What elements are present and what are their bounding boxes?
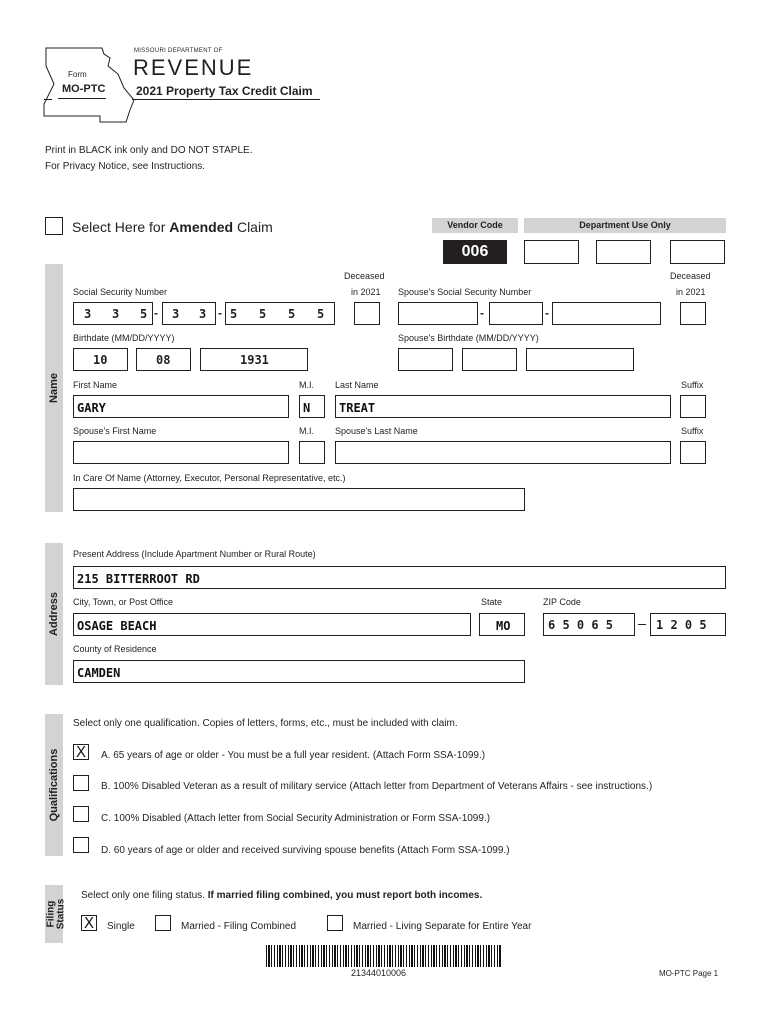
zip-label: ZIP Code: [543, 597, 581, 607]
filing-single-check-mark: X: [83, 914, 95, 932]
qualification-b-label: B. 100% Disabled Veteran as a result of military service (Attach letter from Department of Veterans Affairs - see instructions.): [101, 781, 653, 792]
barcode-image: [266, 945, 502, 967]
page-number: MO-PTC Page 1: [659, 969, 719, 978]
margin-dash: [44, 99, 52, 100]
amended-label-bold: Amended: [169, 219, 234, 235]
spouse-ssn-part-1[interactable]: [398, 302, 478, 325]
qualifications-label: Qualifications: [48, 748, 60, 822]
spouse-ssn-label: Spouse's Social Security Number: [398, 287, 532, 297]
spouse-birth-year-box[interactable]: [526, 348, 634, 371]
spouse-first-name-input[interactable]: [73, 441, 289, 464]
suffix-label: Suffix: [681, 380, 704, 390]
qualifications-sidebar: [45, 714, 63, 856]
spouse-deceased-label-2: in 2021: [676, 287, 706, 297]
birth-year-value: 1931: [240, 353, 269, 367]
filing-single-label: Single: [107, 921, 135, 932]
county-label: County of Residence: [73, 644, 157, 654]
birth-month-value: 10: [93, 353, 108, 367]
department-use-box-2: [596, 240, 651, 264]
county-value: CAMDEN: [77, 666, 121, 680]
spouse-last-name-label: Spouse's Last Name: [335, 426, 418, 436]
vendor-code-value: 006: [443, 240, 507, 264]
zip-separator: [638, 624, 646, 625]
amended-label-prefix: Select Here for: [72, 219, 170, 235]
filing-intro-plain: Select only one filing status.: [81, 890, 208, 901]
filing-separate-label: Married - Living Separate for Entire Year: [353, 921, 532, 932]
mi-label: M.I.: [299, 380, 314, 390]
department-use-box-1: [524, 240, 579, 264]
filing-combined-checkbox[interactable]: [155, 915, 171, 931]
address-section-sidebar: [45, 543, 63, 685]
filing-combined-label: Married - Filing Combined: [181, 921, 297, 932]
ssn-digit-3: 5: [140, 307, 148, 321]
spouse-first-name-label: Spouse's First Name: [73, 426, 157, 436]
spouse-ssn-separator-1: -: [480, 306, 484, 320]
qualification-d-checkbox[interactable]: [73, 837, 89, 853]
birth-day-value: 08: [156, 353, 171, 367]
amended-label: [72, 219, 273, 235]
form-word: Form: [68, 70, 87, 79]
amended-label-suffix: Claim: [233, 219, 273, 235]
first-name-label: First Name: [73, 380, 118, 390]
department-logo-text: REVENUE: [133, 55, 254, 80]
ssn-digit-7: 5: [259, 307, 267, 321]
spouse-birthdate-label: Spouse's Birthdate (MM/DD/YYYY): [398, 333, 539, 343]
state-label: State: [481, 597, 503, 607]
spouse-ssn-part-2[interactable]: [489, 302, 543, 325]
spouse-ssn-separator-2: -: [545, 306, 549, 320]
ssn-digit-8: 5: [288, 307, 296, 321]
name-section-label: Name: [48, 373, 60, 403]
filing-separate-checkbox[interactable]: [327, 915, 343, 931]
county-input[interactable]: [73, 660, 525, 683]
name-section-sidebar: [45, 264, 63, 512]
deceased-label-1: Deceased: [344, 271, 385, 281]
spouse-birth-day-box[interactable]: [462, 348, 517, 371]
ssn-separator-2: -: [218, 306, 222, 320]
care-of-input[interactable]: [73, 488, 525, 511]
address-section-label: Address: [48, 591, 60, 637]
city-label: City, Town, or Post Office: [73, 597, 174, 607]
spouse-suffix-input[interactable]: [680, 441, 706, 464]
spouse-mi-input[interactable]: [299, 441, 325, 464]
ssn-label: Social Security Number: [73, 287, 168, 297]
ssn-digit-1: 3: [84, 307, 92, 321]
spouse-mi-label: M.I.: [299, 426, 314, 436]
qualification-a-label: A. 65 years of age or older - You must be a full year resident. (Attach Form SSA-1099.): [101, 750, 486, 761]
spouse-last-name-input[interactable]: [335, 441, 671, 464]
mi-value: N: [303, 401, 311, 415]
birthdate-label: Birthdate (MM/DD/YYYY): [73, 333, 175, 343]
filing-status-sidebar: [45, 885, 67, 943]
department-use-box-3: [670, 240, 725, 264]
ssn-digit-9: 5: [317, 307, 325, 321]
ssn-separator-1: -: [154, 306, 158, 320]
zip4-value: 1 2 0 5: [656, 618, 707, 632]
qualification-c-label: C. 100% Disabled (Attach letter from Social Security Administration or Form SSA-1099.): [101, 813, 491, 824]
amended-checkbox[interactable]: [45, 217, 63, 235]
title-underline: [132, 99, 320, 100]
qualification-a-check-mark: X: [75, 743, 87, 761]
last-name-input[interactable]: [335, 395, 671, 418]
ssn-part-2[interactable]: [162, 302, 216, 325]
last-name-label: Last Name: [335, 380, 379, 390]
form-title: 2021 Property Tax Credit Claim: [136, 84, 313, 98]
filing-status-label: [45, 885, 67, 943]
spouse-deceased-label-1: Deceased: [670, 271, 711, 281]
filing-intro-bold: If married filing combined, you must report both incomes.: [207, 890, 483, 901]
barcode-number: 21344010006: [351, 968, 407, 978]
present-address-label: Present Address (Include Apartment Number or Rural Route): [73, 549, 316, 559]
present-address-value: 215 BITTERROOT RD: [77, 572, 200, 586]
form-number: MO-PTC: [62, 83, 106, 95]
city-value: OSAGE BEACH: [77, 619, 157, 633]
qualification-b-checkbox[interactable]: [73, 775, 89, 791]
form-number-underline: [58, 98, 106, 99]
last-name-value: TREAT: [339, 401, 376, 415]
deceased-label-2: in 2021: [351, 287, 381, 297]
filing-status-label-1: Filing: [45, 900, 57, 928]
spouse-suffix-label: Suffix: [681, 426, 704, 436]
spouse-deceased-checkbox[interactable]: [680, 302, 706, 325]
qualification-c-checkbox[interactable]: [73, 806, 89, 822]
deceased-checkbox[interactable]: [354, 302, 380, 325]
instructions-line-2: For Privacy Notice, see Instructions.: [45, 161, 206, 172]
qualification-a-checkbox[interactable]: [73, 744, 89, 760]
department-use-header: Department Use Only: [524, 218, 726, 233]
ssn-digit-6: 5: [230, 307, 238, 321]
first-name-value: GARY: [77, 401, 106, 415]
instructions-line-1: Print in BLACK ink only and DO NOT STAPLE.: [45, 145, 253, 156]
filing-status-intro: [81, 890, 482, 901]
spouse-birth-month-box[interactable]: [398, 348, 453, 371]
qualification-d-label: D. 60 years of age or older and received surviving spouse benefits (Attach Form SSA-1099.): [101, 845, 510, 856]
department-small-label: MISSOURI DEPARTMENT OF: [134, 48, 223, 54]
spouse-ssn-part-3[interactable]: [552, 302, 661, 325]
ssn-digit-2: 3: [112, 307, 120, 321]
filing-status-label-2: Status: [55, 898, 67, 930]
state-value: MO: [496, 619, 511, 633]
zip5-value: 6 5 0 6 5: [548, 618, 614, 632]
care-of-label: In Care Of Name (Attorney, Executor, Personal Representative, etc.): [73, 473, 346, 483]
vendor-code-header: Vendor Code: [432, 218, 518, 233]
qualifications-intro: Select only one qualification. Copies of letters, forms, etc., must be included with claim.: [73, 718, 458, 729]
filing-single-checkbox[interactable]: [81, 915, 97, 931]
suffix-input[interactable]: [680, 395, 706, 418]
ssn-digit-5: 3: [199, 307, 207, 321]
ssn-digit-4: 3: [172, 307, 180, 321]
